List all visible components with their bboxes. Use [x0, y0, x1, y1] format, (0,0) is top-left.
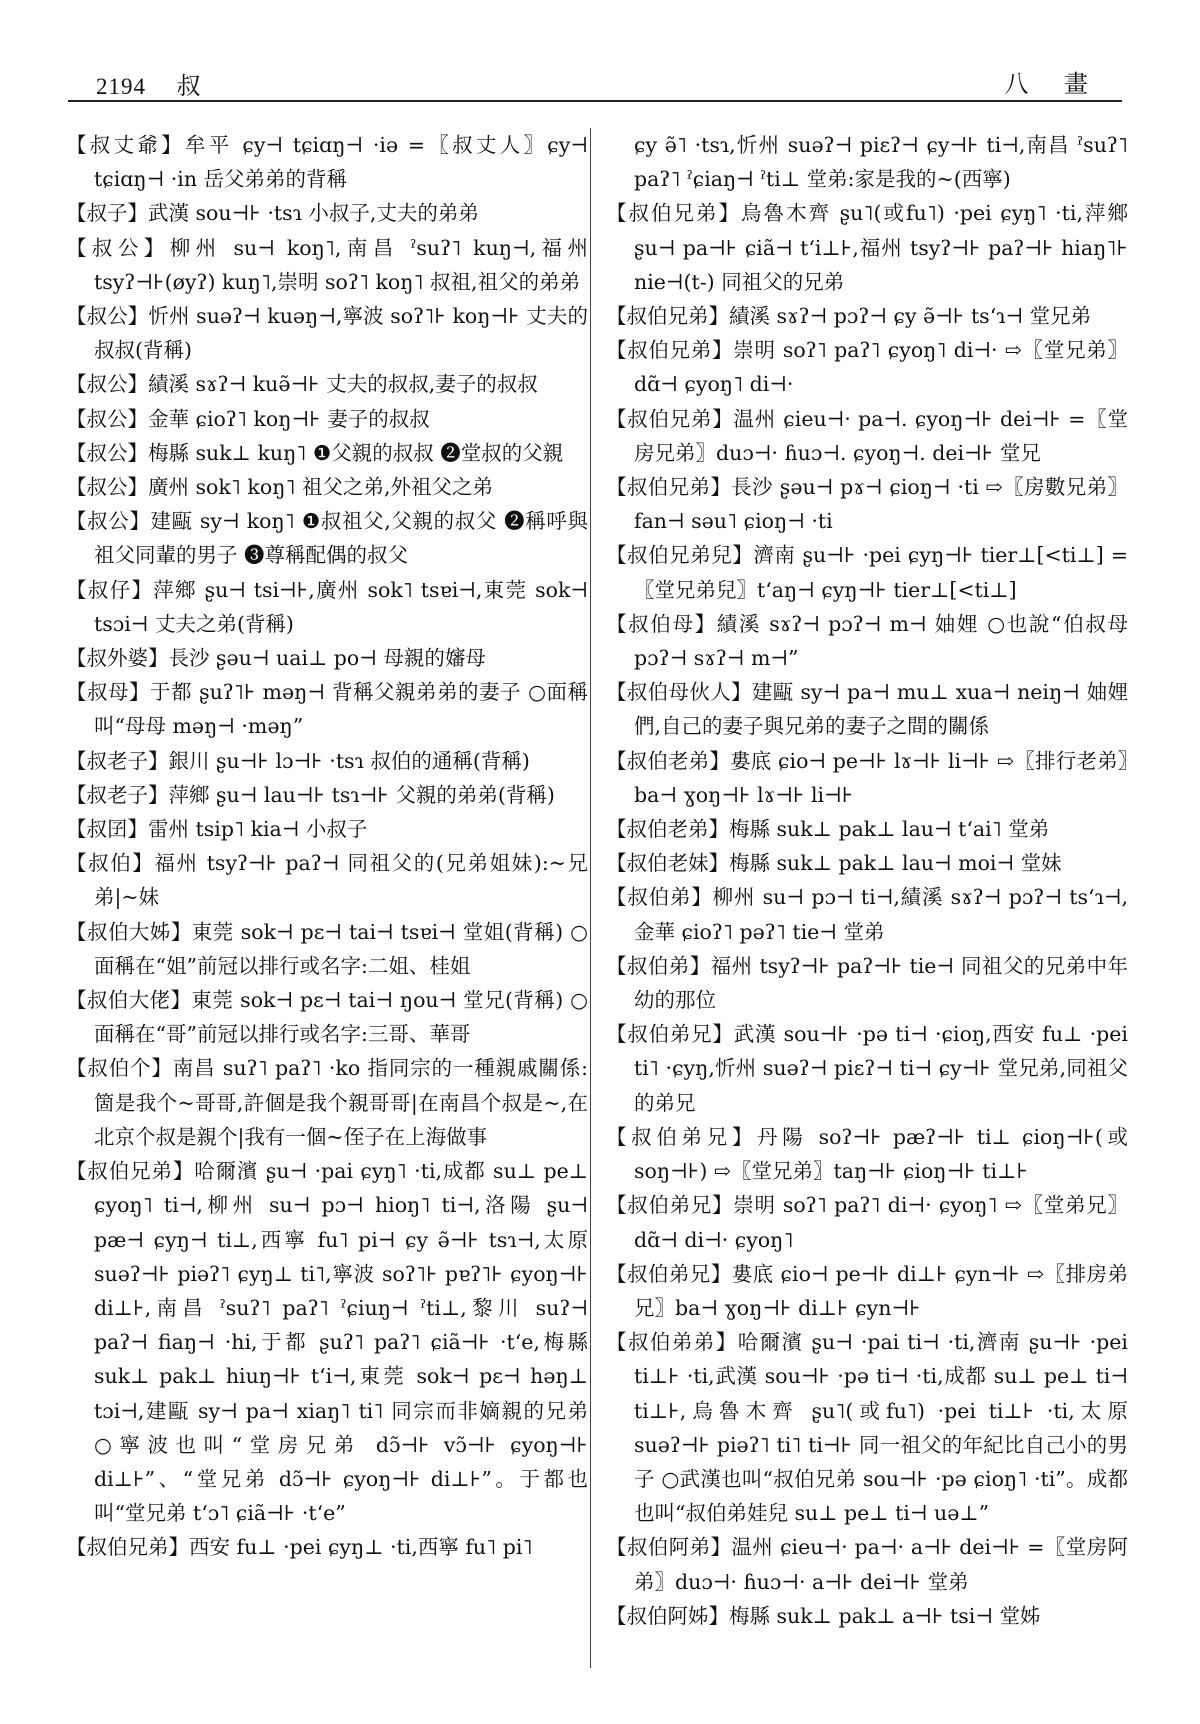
dictionary-entry: 【叔伯老弟】婁底 ɕio⊣ pe⊣⊦ lɤ⊣⊦ li⊣⊦ ⇨〖排行老弟〗ba⊣ ɣoŋ⊣⊦ lɤ⊣⊦ li⊣⊦	[606, 748, 1128, 807]
dictionary-entry: 【叔伯大姊】東莞 sok⊣ pɛ⊣ tai⊣ tsɐi⊣ 堂姐(背稱) ○面稱在“姐”前冠以排行或名字:二姐、桂姐	[66, 919, 588, 978]
dictionary-entry: 【叔伯弟兄】婁底 ɕio⊣ pe⊣⊦ di⊥⊦ ɕyn⊣⊦ ⇨〖排房弟兄〗ba⊣ ɣoŋ⊣⊦ di⊥⊦ ɕyn⊣⊦	[606, 1261, 1128, 1320]
dictionary-entry: 【叔丈爺】牟平 ɕy⊣ tɕiɑŋ⊣ ·iə =〖叔丈人〗ɕy⊣ tɕiɑŋ⊣ ·in 岳父弟弟的背稱	[66, 133, 588, 192]
head-character: 叔	[176, 72, 202, 100]
dictionary-entry: 【叔公】梅縣 suk⊥ kuŋ˥ ❶父親的叔叔 ❷堂叔的父親	[66, 440, 564, 465]
dictionary-entry: 【叔母】于都 ʂuʔ˥⊦ məŋ⊣ 背稱父親弟弟的妻子 ○面稱叫“母母 məŋ⊣ ·məŋ”	[66, 680, 588, 739]
dictionary-entry: 【叔伯兄弟】温州 ɕieu⊣· pa⊣. ɕyoŋ⊣⊦ dei⊣⊦ =〖堂房兄弟〗duɔ⊣· ɦuɔ⊣. ɕyoŋ⊣. dei⊣⊦ 堂兄	[606, 406, 1128, 465]
left-column	[66, 128, 588, 1565]
dictionary-entry: 【叔伯弟】福州 tsyʔ⊣⊦ paʔ⊣⊦ tie⊣ 同祖父的兄弟中年幼的那位	[606, 953, 1128, 1013]
dictionary-entry: 【叔公】柳州 su⊣ koŋ˥,南昌 ˀsuʔ˥ kuŋ⊣,福州 tsyʔ⊣⊦(øyʔ) kuŋ˥,崇明 soʔ˥ koŋ˥ 叔祖,祖父的弟弟	[66, 235, 588, 294]
header-left	[96, 66, 202, 101]
dictionary-entry: 【叔伯弟】柳州 su⊣ pɔ⊣ ti⊣,績溪 sɤʔ⊣ pɔʔ⊣ tsʻɿ⊣,金華 ɕioʔ˥ pəʔ˥ tie⊣ 堂弟	[606, 885, 1128, 944]
dictionary-entry: 【叔伯兄弟】長沙 ʂəu⊣ pɤ⊣ ɕioŋ⊣ ·ti ⇨〖房數兄弟〗fan⊣ səu˥ ɕioŋ⊣ ·ti	[606, 475, 1128, 534]
column-divider	[590, 128, 591, 1668]
dictionary-entry: 【叔伯兄弟】崇明 soʔ˥ paʔ˥ ɕyoŋ˥ di⊣· ⇨〖堂兄弟〗dɑ̃⊣ ɕyoŋ˥ di⊣·	[606, 338, 1128, 397]
dictionary-entry: 【叔伯母伙人】建甌 sy⊣ pa⊣ mu⊥ xua⊣ neiŋ⊣ 妯娌們,自己的妻子與兄弟的妻子之間的關係	[606, 680, 1128, 739]
dictionary-entry: 【叔公】金華 ɕioʔ˥ koŋ⊣⊦ 妻子的叔叔	[66, 406, 430, 431]
dictionary-entry: 【叔伯老妹】梅縣 suk⊥ pak⊥ lau⊣ moi⊣ 堂妹	[606, 851, 1062, 876]
dictionary-entry: 【叔伯弟兄】武漢 sou⊣⊦ ·pə ti⊣ ·ɕioŋ,西安 fu⊥ ·pei ti˥ ·ɕyŋ,忻州 suəʔ⊣ piɛʔ⊣ ti⊣ ɕy⊣⊦ 堂兄弟,同祖父的弟兄	[606, 1022, 1128, 1115]
dictionary-entry: 【叔囝】雷州 tsip˥ kia⊣ 小叔子	[66, 817, 368, 842]
dictionary-entry: 【叔伯】福州 tsyʔ⊣⊦ paʔ⊣ 同祖父的(兄弟姐妹):~兄弟|~妹	[66, 851, 588, 910]
dictionary-entry: 【叔公】忻州 suəʔ⊣ kuəŋ⊣,寧波 soʔ˥⊦ koŋ⊣⊦ 丈夫的叔叔(背稱)	[66, 304, 588, 363]
dictionary-entry: 【叔伯大佬】東莞 sok⊣ pɛ⊣ tai⊣ ŋou⊣ 堂兄(背稱) ○面稱在“哥”前冠以排行或名字:三哥、華哥	[66, 988, 588, 1047]
dictionary-entry: 【叔伯弟兄】崇明 soʔ˥ paʔ˥ di⊣· ɕyoŋ˥ ⇨〖堂弟兄〗dɑ̃⊣ di⊣· ɕyoŋ˥	[606, 1193, 1128, 1252]
dictionary-entry: 【叔伯阿姊】梅縣 suk⊥ pak⊥ a⊣⊦ tsi⊣ 堂姊	[606, 1603, 1041, 1628]
dictionary-entry: 【叔伯弟兄】丹陽 soʔ⊣⊦ pæʔ⊣⊦ ti⊥ ɕioŋ⊣⊦(或soŋ⊣⊦) ⇨〖堂兄弟〗taŋ⊣⊦ ɕioŋ⊣⊦ ti⊥⊦	[606, 1124, 1128, 1184]
dictionary-entry: 【叔仔】萍鄉 ʂu⊣ tsi⊣⊦,廣州 sok˥ tsɐi⊣,東莞 sok⊣ tsɔi⊣ 丈夫之弟(背稱)	[66, 577, 588, 636]
dictionary-entry: 【叔公】建甌 sy⊣ koŋ˥ ❶叔祖父,父親的叔父 ❷稱呼與祖父同輩的男子 ❸尊稱配偶的叔父	[66, 509, 588, 568]
dictionary-entry: 【叔外婆】長沙 ʂəu⊣ uai⊥ po⊣ 母親的嬸母	[66, 646, 486, 671]
dictionary-entry: 【叔伯兄弟】哈爾濱 ʂu⊣ ·pai ɕyŋ˥ ·ti,成都 su⊥ pe⊥ ɕyoŋ˥ ti⊣,柳州 su⊣ pɔ⊣ hioŋ˥ ti⊣,洛陽 ʂu⊣ pæ⊣ ɕyŋ⊣ ti⊥,西寧 fu˥ pi⊣ ɕy ə̃⊣⊦ tsɿ⊣,太原 suəʔ⊣⊦ piəʔ˥ ɕyŋ⊥ ti˥,寧波 soʔ˥⊦ pɐʔ˥⊦ ɕyoŋ⊣⊦ di⊥⊦,南昌 ˀsuʔ˥ paʔ˥ ˀɕiuŋ⊣ ˀti⊥,黎川 suʔ⊣ paʔ⊣ fiaŋ⊣ ·hi,于都 ʂuʔ˥ paʔ˥ ɕiã⊣⊦ ·tʻe,梅縣 suk⊥ pak⊥ hiuŋ⊣⊦ tʻi⊣,東莞 sok⊣ pɛ⊣ həŋ⊥ tɔi⊣,建甌 sy⊣ pa⊣ xiaŋ˥ ti˥ 同宗而非嫡親的兄弟 ○寧波也叫“堂房兄弟 dɔ̃⊣⊦ vɔ̃⊣⊦ ɕyoŋ⊣⊦ di⊥⊦”、“堂兄弟 dɔ̃⊣⊦ ɕyoŋ⊣⊦ di⊥⊦”。于都也叫“堂兄弟 tʻɔ˥ ɕiã⊣⊦ ·tʻe”	[66, 1159, 588, 1526]
section-title: 八 畫	[1004, 70, 1102, 98]
dictionary-entry: 【叔老子】萍鄉 ʂu⊣ lau⊣⊦ tsɿ⊣⊦ 父親的弟弟(背稱)	[66, 782, 555, 807]
dictionary-entry: 【叔伯兄弟】西安 fu⊥ ·pei ɕyŋ⊥ ·ti,西寧 fu˥ pi˥	[66, 1535, 533, 1560]
dictionary-entry: 【叔伯老弟】梅縣 suk⊥ pak⊥ lau⊣ tʻai˥ 堂弟	[606, 817, 1050, 842]
dictionary-entry: 【叔子】武漢 sou⊣⊦ ·tsɿ 小叔子,丈夫的弟弟	[66, 201, 479, 226]
dictionary-entry: 【叔伯阿弟】温州 ɕieu⊣· pa⊣· a⊣⊦ dei⊣⊦ =〖堂房阿弟〗duɔ⊣· ɦuɔ⊣· a⊣⊦ dei⊣⊦ 堂弟	[606, 1535, 1128, 1594]
dictionary-entry: 【叔伯兄弟】烏魯木齊 ʂu˥(或fu˥) ·pei ɕyŋ˥ ·ti,萍鄉 ʂu⊣ pa⊣⊦ ɕiã⊣ tʻi⊥⊦,福州 tsyʔ⊣⊦ paʔ⊣⊦ hiaŋ˥⊦ nie⊣(t-) 同祖父的兄弟	[606, 201, 1128, 294]
dictionary-entry: 【叔伯母】績溪 sɤʔ⊣ pɔʔ⊣ m⊣ 妯娌 ○也說“伯叔母 pɔʔ⊣ sɤʔ⊣ m⊣”	[606, 611, 1128, 671]
dictionary-entry: 【叔公】績溪 sɤʔ⊣ kuə̃⊣⊦ 丈夫的叔叔,妻子的叔叔	[66, 372, 538, 397]
dictionary-entry: 【叔老子】銀川 ʂu⊣⊦ lɔ⊣⊦ ·tsɿ 叔伯的通稱(背稱)	[66, 748, 530, 773]
dictionary-entry: 【叔伯兄弟】績溪 sɤʔ⊣ pɔʔ⊣ ɕy ə̃⊣⊦ tsʻɿ⊣ 堂兄弟	[606, 304, 1092, 329]
entry-continuation: ɕy ə̃˥ ·tsɿ,忻州 suəʔ⊣ piɛʔ⊣ ɕy⊣⊦ ti⊣,南昌 ˀsuʔ˥ paʔ˥ ˀɕiaŋ⊣ ˀti⊥ 堂弟:家是我的~(西寧)	[634, 133, 1128, 192]
page-number: 2194	[96, 74, 146, 99]
dictionary-entry: 【叔伯弟弟】哈爾濱 ʂu⊣ ·pai ti⊣ ·ti,濟南 ʂu⊣⊦ ·pei ti⊥⊦ ·ti,武漢 sou⊣⊦ ·pə ti⊣ ·ti,成都 su⊥ pe⊥ ti⊣ ti⊥⊦,烏魯木齊 ʂu˥(或fu˥) ·pei ti⊥⊦ ·ti,太原 suəʔ⊣⊦ piəʔ˥ ti˥ ti⊣⊦ 同一祖父的年紀比自己小的男子 ○武漢也叫“叔伯兄弟 sou⊣⊦ ·pə ɕioŋ˥ ·ti”。成都也叫“叔伯弟娃兒 su⊥ pe⊥ ti⊣ uə⊥”	[606, 1330, 1128, 1526]
dictionary-entry: 【叔伯个】南昌 suʔ˥ paʔ˥ ·ko 指同宗的一種親戚關係:箇是我个~哥哥,許個是我个親哥哥|在南昌个叔是~,在北京个叔是親个|我有一個~侄子在上海做事	[66, 1056, 588, 1149]
right-column	[606, 128, 1128, 1633]
dictionary-entry: 【叔伯兄弟兒】濟南 ʂu⊣⊦ ·pei ɕyŋ⊣⊦ tier⊥[<ti⊥] =〖堂兄弟兒〗tʻaŋ⊣ ɕyŋ⊣⊦ tier⊥[<ti⊥]	[606, 543, 1128, 602]
page-header	[68, 62, 1122, 102]
dictionary-entry: 【叔公】廣州 sok˥ koŋ˥ 祖父之弟,外祖父之弟	[66, 475, 494, 500]
